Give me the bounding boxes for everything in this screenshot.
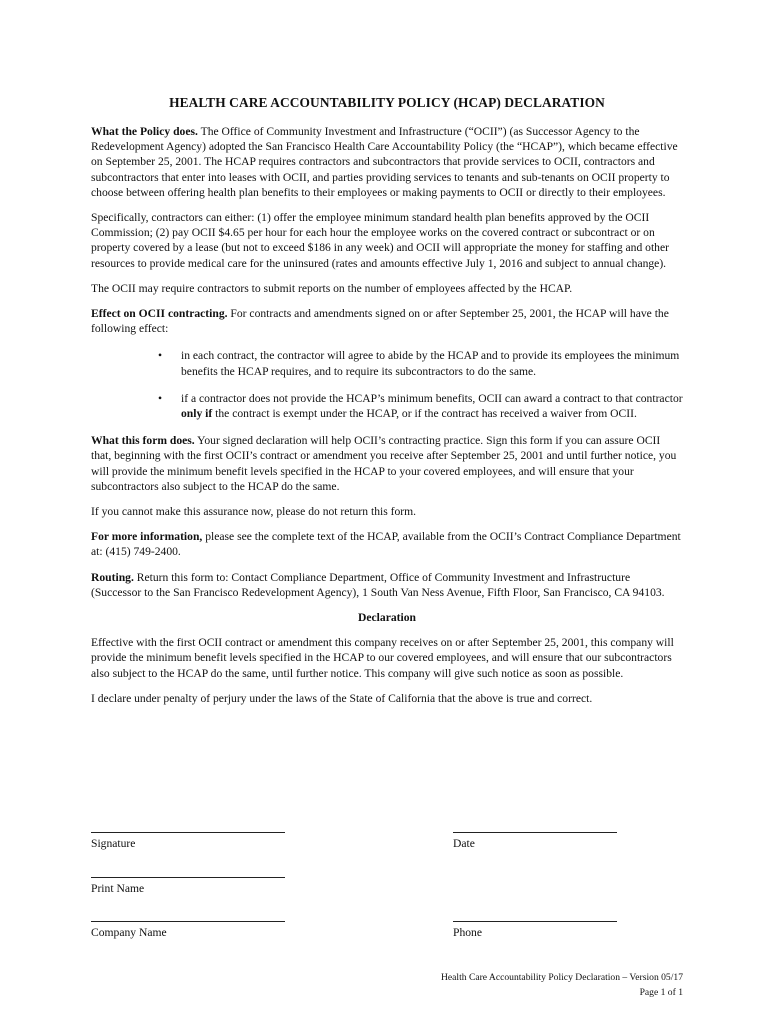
list-item-text: if a contractor does not provide the HCAP’s minimum benefits, OCII can award a contract to that contractor [181, 391, 683, 405]
document-body [91, 124, 683, 716]
cannot-assure-paragraph: If you cannot make this assurance now, please do not return this form. [91, 505, 417, 519]
bullet-icon: • [158, 349, 163, 363]
perjury-paragraph: I declare under penalty of perjury under the laws of the State of California that the above is true and correct. [91, 691, 593, 705]
effect-list [91, 348, 683, 421]
policy-text: The Office of Community Investment and Infrastructure (“OCII”) (as Successor Agency to the Redevelopment Agency) adopted the San Francisco Health Care Accountability Policy (the “HCAP”), which became effective on September 25, 2001. The HCAP requires contractors and subcontractors that provide services to OCII, contractors and subcontractors that enter into leases with OCII, and parties providing services to tenants and sub-tenants on OCII property to choose between offering health plan benefits to their employees or making payments to OCII or directly to their employees. [91, 125, 678, 199]
effect-text: For contracts and amendments signed on or after September 25, 2001, the HCAP will have the following effect: [91, 307, 669, 336]
list-item-text: the contract is exempt under the HCAP, or if the contract has received a waiver from OCII. [212, 407, 637, 421]
signature-line[interactable] [91, 832, 285, 833]
phone-line[interactable] [453, 921, 617, 922]
signature-field[interactable] [91, 832, 285, 851]
more-info-text: please see the complete text of the HCAP, available from the OCII’s Contract Compliance Department at: (415) 749-2400. [91, 530, 681, 559]
declaration-paragraph: Effective with the first OCII contract or amendment this company receives on or after September 25, 2001, this company will provide the minimum benefit levels specified in the HCAP to our covered employees, and will ensure that our subcontractors also subject to the HCAP do the same, until further notice. This company will give such notice as soon as possible. [91, 636, 674, 680]
policy-label: What the Policy does. [91, 125, 198, 138]
declaration-heading: Declaration [358, 611, 416, 625]
company-name-field[interactable] [91, 921, 285, 940]
bullet-icon: • [158, 391, 163, 405]
list-item [91, 348, 683, 378]
effect-label: Effect on OCII contracting. [91, 307, 228, 321]
footer-page-number: Page 1 of 1 [639, 987, 683, 998]
company-name-line[interactable] [91, 921, 285, 922]
routing-label: Routing. [91, 570, 134, 584]
specifically-paragraph: Specifically, contractors can either: (1) offer the employee minimum standard health plan benefits approved by the OCII Commission; (2) pay OCII $4.65 per hour for each hour the employee works on the covered contract or subcontract or on property covered by a lease (but not to exceed $186 in any week) and OCII will appropriate the money for staffing and other resources to provide medical care for the uninsured (rates and amounts effective July 1, 2016 and subject to annual change). [91, 211, 669, 270]
date-field[interactable] [453, 832, 617, 851]
print-name-label: Print Name [91, 882, 145, 895]
print-name-field[interactable] [91, 877, 285, 896]
more-info-paragraph [91, 529, 683, 559]
more-info-label: For more information, [91, 530, 203, 544]
list-item-emphasis: only if [181, 407, 213, 421]
form-does-label: What this form does. [91, 434, 195, 448]
phone-label: Phone [453, 926, 482, 939]
signature-label: Signature [91, 837, 136, 850]
print-name-line[interactable] [91, 877, 285, 878]
reports-paragraph: The OCII may require contractors to submit reports on the number of employees affected by the HCAP. [91, 281, 573, 295]
date-label: Date [453, 837, 475, 850]
list-item [91, 391, 683, 421]
document-title: HEALTH CARE ACCOUNTABILITY POLICY (HCAP) DECLARATION [169, 95, 605, 110]
routing-text: Return this form to: Contact Compliance Department, Office of Community Investment and Infrastructure (Successor to the San Francisco Redevelopment Agency), 1 South Van Ness Avenue, Fifth Floor, San Francisco, CA 94103. [91, 570, 665, 599]
policy-paragraph [91, 124, 683, 200]
effect-paragraph [91, 306, 683, 336]
page-footer [441, 970, 683, 1000]
form-does-paragraph [91, 433, 683, 494]
form-does-text: Your signed declaration will help OCII’s contracting practice. Sign this form if you can assure OCII that, beginning with the first OCII’s contract or amendment you receive after September 25, 2001 and until further notice, you will provide the minimum benefit levels specified in the HCAP to your covered employees, and will ensure that your subcontractors also subject to the HCAP do the same. [91, 434, 677, 493]
footer-version: Health Care Accountability Policy Declaration – Version 05/17 [440, 972, 683, 983]
company-name-label: Company Name [91, 926, 167, 939]
phone-field[interactable] [453, 921, 617, 940]
list-item-text: in each contract, the contractor will agree to abide by the HCAP and to provide its employees the minimum benefits the HCAP requires, and to require its subcontractors to do the same. [181, 349, 680, 378]
date-line[interactable] [453, 832, 617, 833]
routing-paragraph [91, 570, 683, 600]
